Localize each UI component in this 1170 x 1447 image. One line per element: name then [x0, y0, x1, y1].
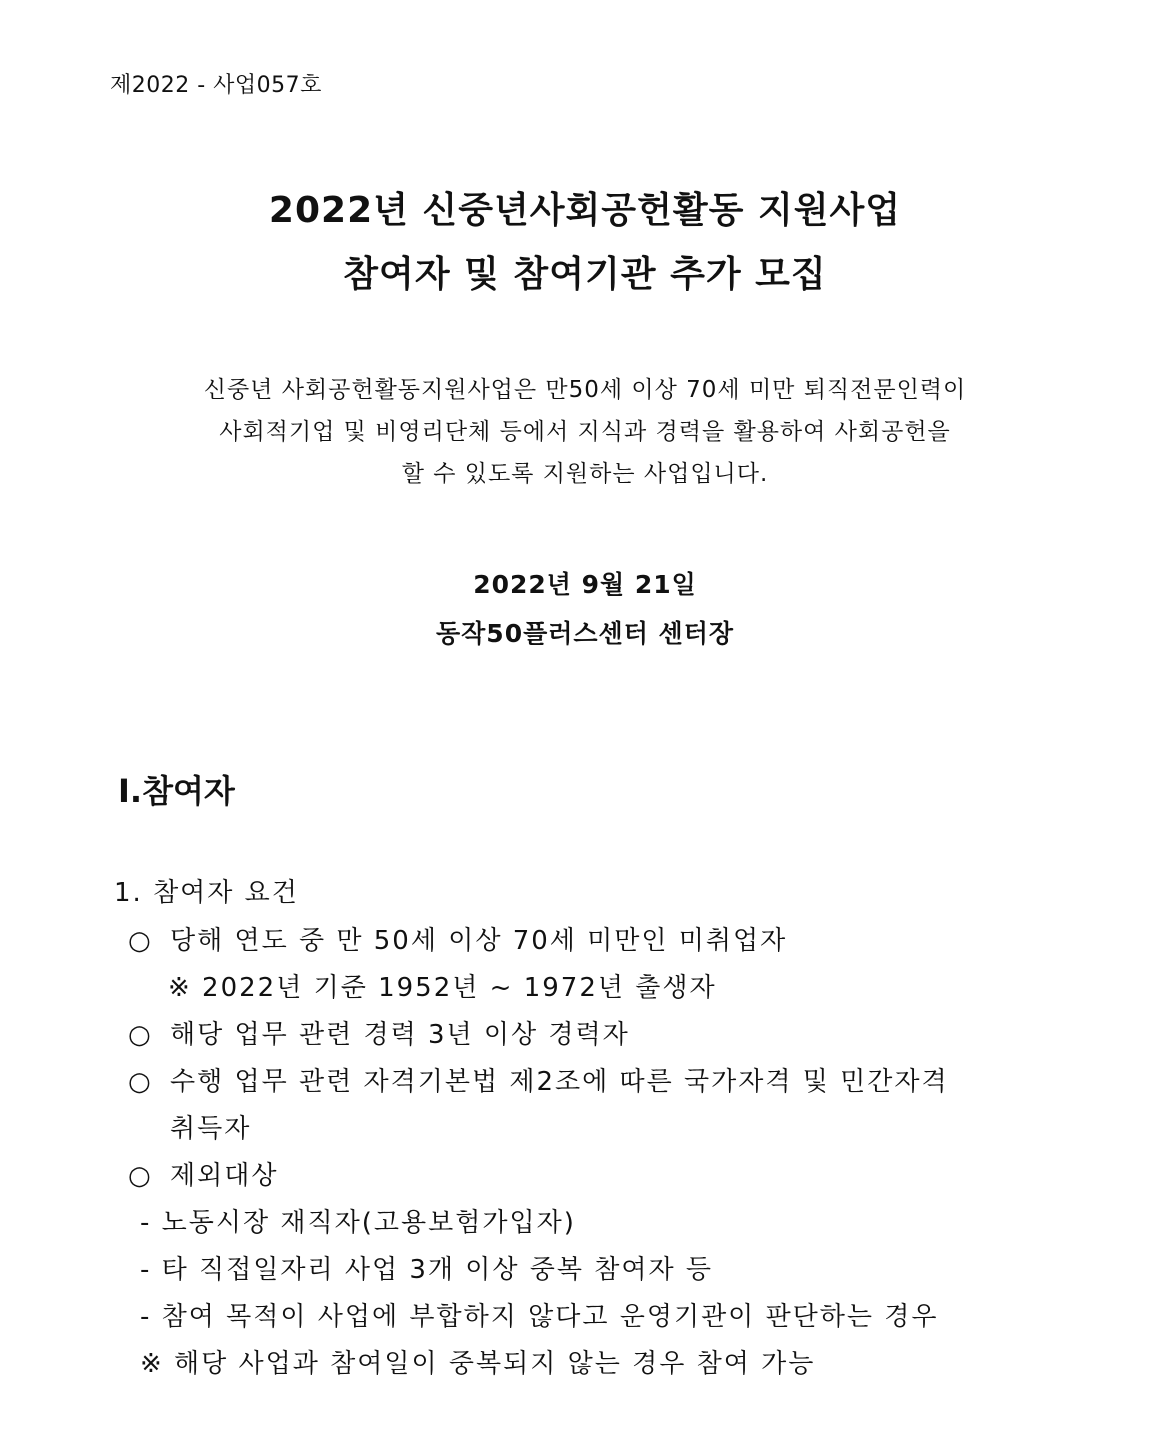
section-title: Ⅰ.참여자 [118, 772, 235, 810]
intro-line-2: 사회적기업 및 비영리단체 등에서 지식과 경력을 활용하여 사회공헌을 [219, 419, 951, 445]
requirement-text: 수행 업무 관련 자격기본법 제2조에 따른 국가자격 및 민간자격 [170, 1067, 949, 1097]
circle-bullet-icon: ○ [128, 1067, 153, 1097]
issuer: 동작50플러스센터 센터장 [436, 619, 734, 648]
document-number: 제2022 - 사업057호 [110, 73, 322, 98]
exclusion-item [140, 1249, 713, 1286]
circle-bullet-icon: ○ [128, 1020, 153, 1050]
exclusion-text: 참여 목적이 사업에 부합하지 않다고 운영기관이 판단하는 경우 [161, 1302, 939, 1332]
requirement-text: 당해 연도 중 만 50세 이상 70세 미만인 미취업자 [170, 926, 788, 956]
announcement-date: 2022년 9월 21일 [473, 570, 697, 599]
dash-bullet: - [140, 1208, 152, 1238]
circle-bullet-icon: ○ [128, 1161, 153, 1191]
requirement-item [128, 1061, 949, 1098]
title-line-2: 참여자 및 참여기관 추가 모집 [343, 254, 827, 295]
requirement-item [128, 1014, 630, 1051]
requirement-text: 해당 업무 관련 경력 3년 이상 경력자 [170, 1020, 630, 1050]
requirement-item [128, 1155, 278, 1192]
requirement-continuation: 취득자 [170, 1114, 252, 1144]
exclusion-text: 노동시장 재직자(고용보험가입자) [161, 1208, 576, 1238]
requirement-text: 제외대상 [170, 1161, 279, 1191]
exclusion-item [140, 1202, 576, 1239]
exclusion-item [140, 1296, 939, 1333]
dash-bullet: - [140, 1302, 152, 1332]
footnote: ※ 해당 사업과 참여일이 중복되지 않는 경우 참여 가능 [140, 1349, 816, 1379]
circle-bullet-icon: ○ [128, 926, 153, 956]
dash-bullet: - [140, 1255, 152, 1285]
requirement-note: ※ 2022년 기준 1952년 ~ 1972년 출생자 [168, 973, 717, 1003]
exclusion-text: 타 직접일자리 사업 3개 이상 중복 참여자 등 [161, 1255, 714, 1285]
intro-line-3: 할 수 있도록 지원하는 사업입니다. [401, 461, 769, 487]
subsection-title: 1. 참여자 요건 [114, 878, 299, 908]
title-line-1: 2022년 신중년사회공헌활동 지원사업 [268, 190, 902, 231]
requirement-item [128, 920, 787, 957]
intro-line-1: 신중년 사회공헌활동지원사업은 만50세 이상 70세 미만 퇴직전문인력이 [203, 377, 967, 403]
